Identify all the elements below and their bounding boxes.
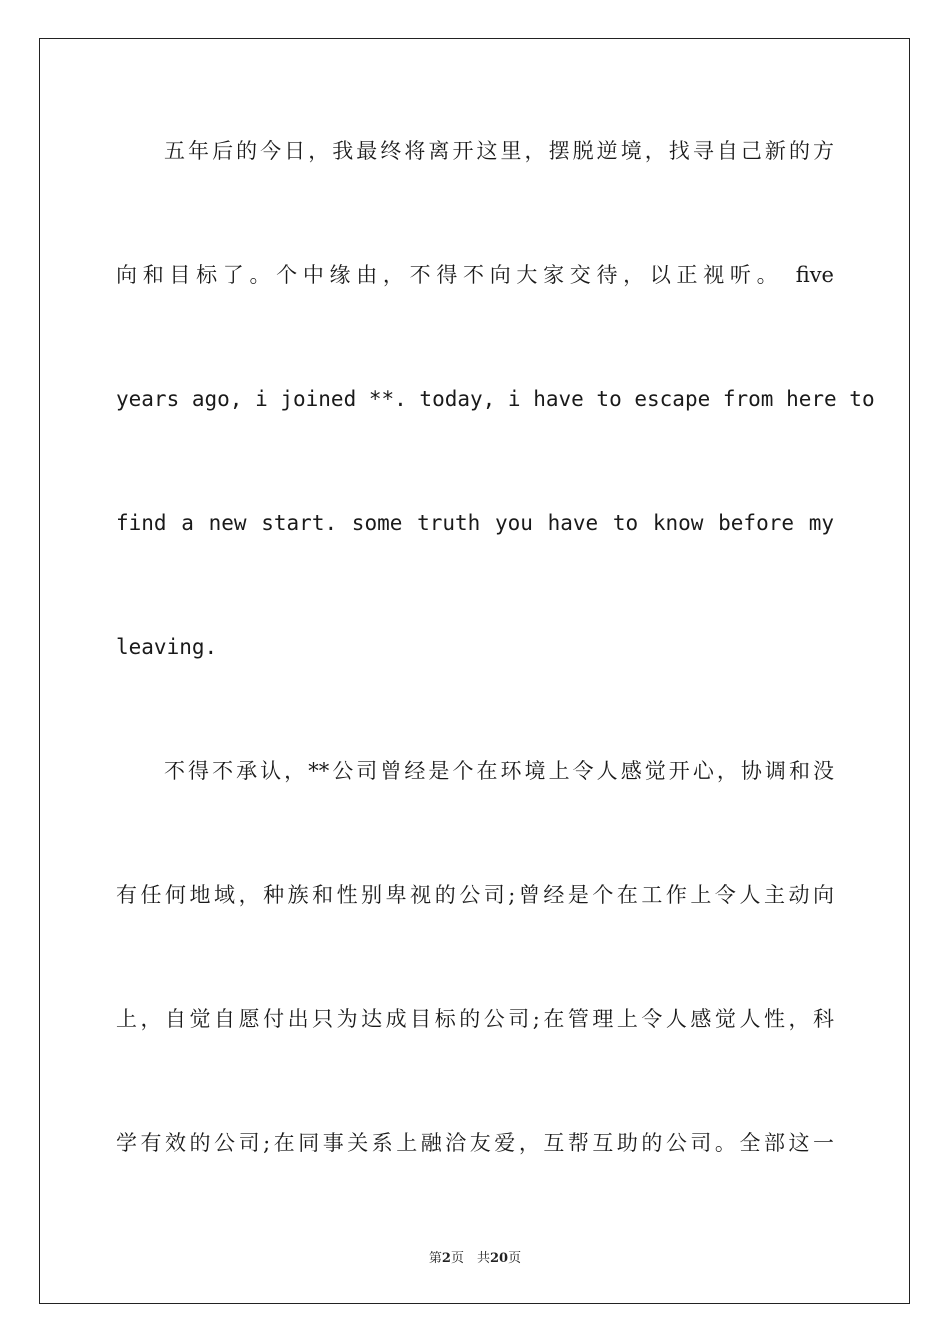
paragraph-2-line-1: 不得不承认，**公司曾经是个在环境上令人感觉开心，协调和没 (164, 759, 834, 783)
paragraph-1-line-2: 向和目标了。个中缘由，不得不向大家交待，以正视听。 five (116, 263, 834, 287)
paragraph-1-line-4: find a new start. some truth you have to know before my (116, 511, 834, 535)
paragraph-2-line-4: 学有效的公司;在同事关系上融洽友爱，互帮互助的公司。全部这一 (116, 1131, 834, 1155)
footer-page-number: 2 (441, 1251, 451, 1266)
footer-total-pages: 20 (489, 1251, 509, 1266)
footer-mid: 页 共 (450, 1251, 490, 1266)
paragraph-1-line-1: 五年后的今日，我最终将离开这里，摆脱逆境，找寻自己新的方 (164, 139, 834, 163)
footer-prefix: 第 (428, 1251, 442, 1266)
paragraph-1-line-3: years ago, i joined **. today, i have to escape from here to (116, 387, 875, 411)
page-frame (39, 38, 910, 1304)
footer-suffix: 页 (508, 1251, 522, 1266)
page-footer (0, 1247, 950, 1266)
paragraph-2-line-3: 上，自觉自愿付出只为达成目标的公司;在管理上令人感觉人性，科 (116, 1007, 834, 1031)
paragraph-1-line-5: leaving. (116, 635, 218, 659)
paragraph-2-line-2: 有任何地域，种族和性别卑视的公司;曾经是个在工作上令人主动向 (116, 883, 834, 907)
